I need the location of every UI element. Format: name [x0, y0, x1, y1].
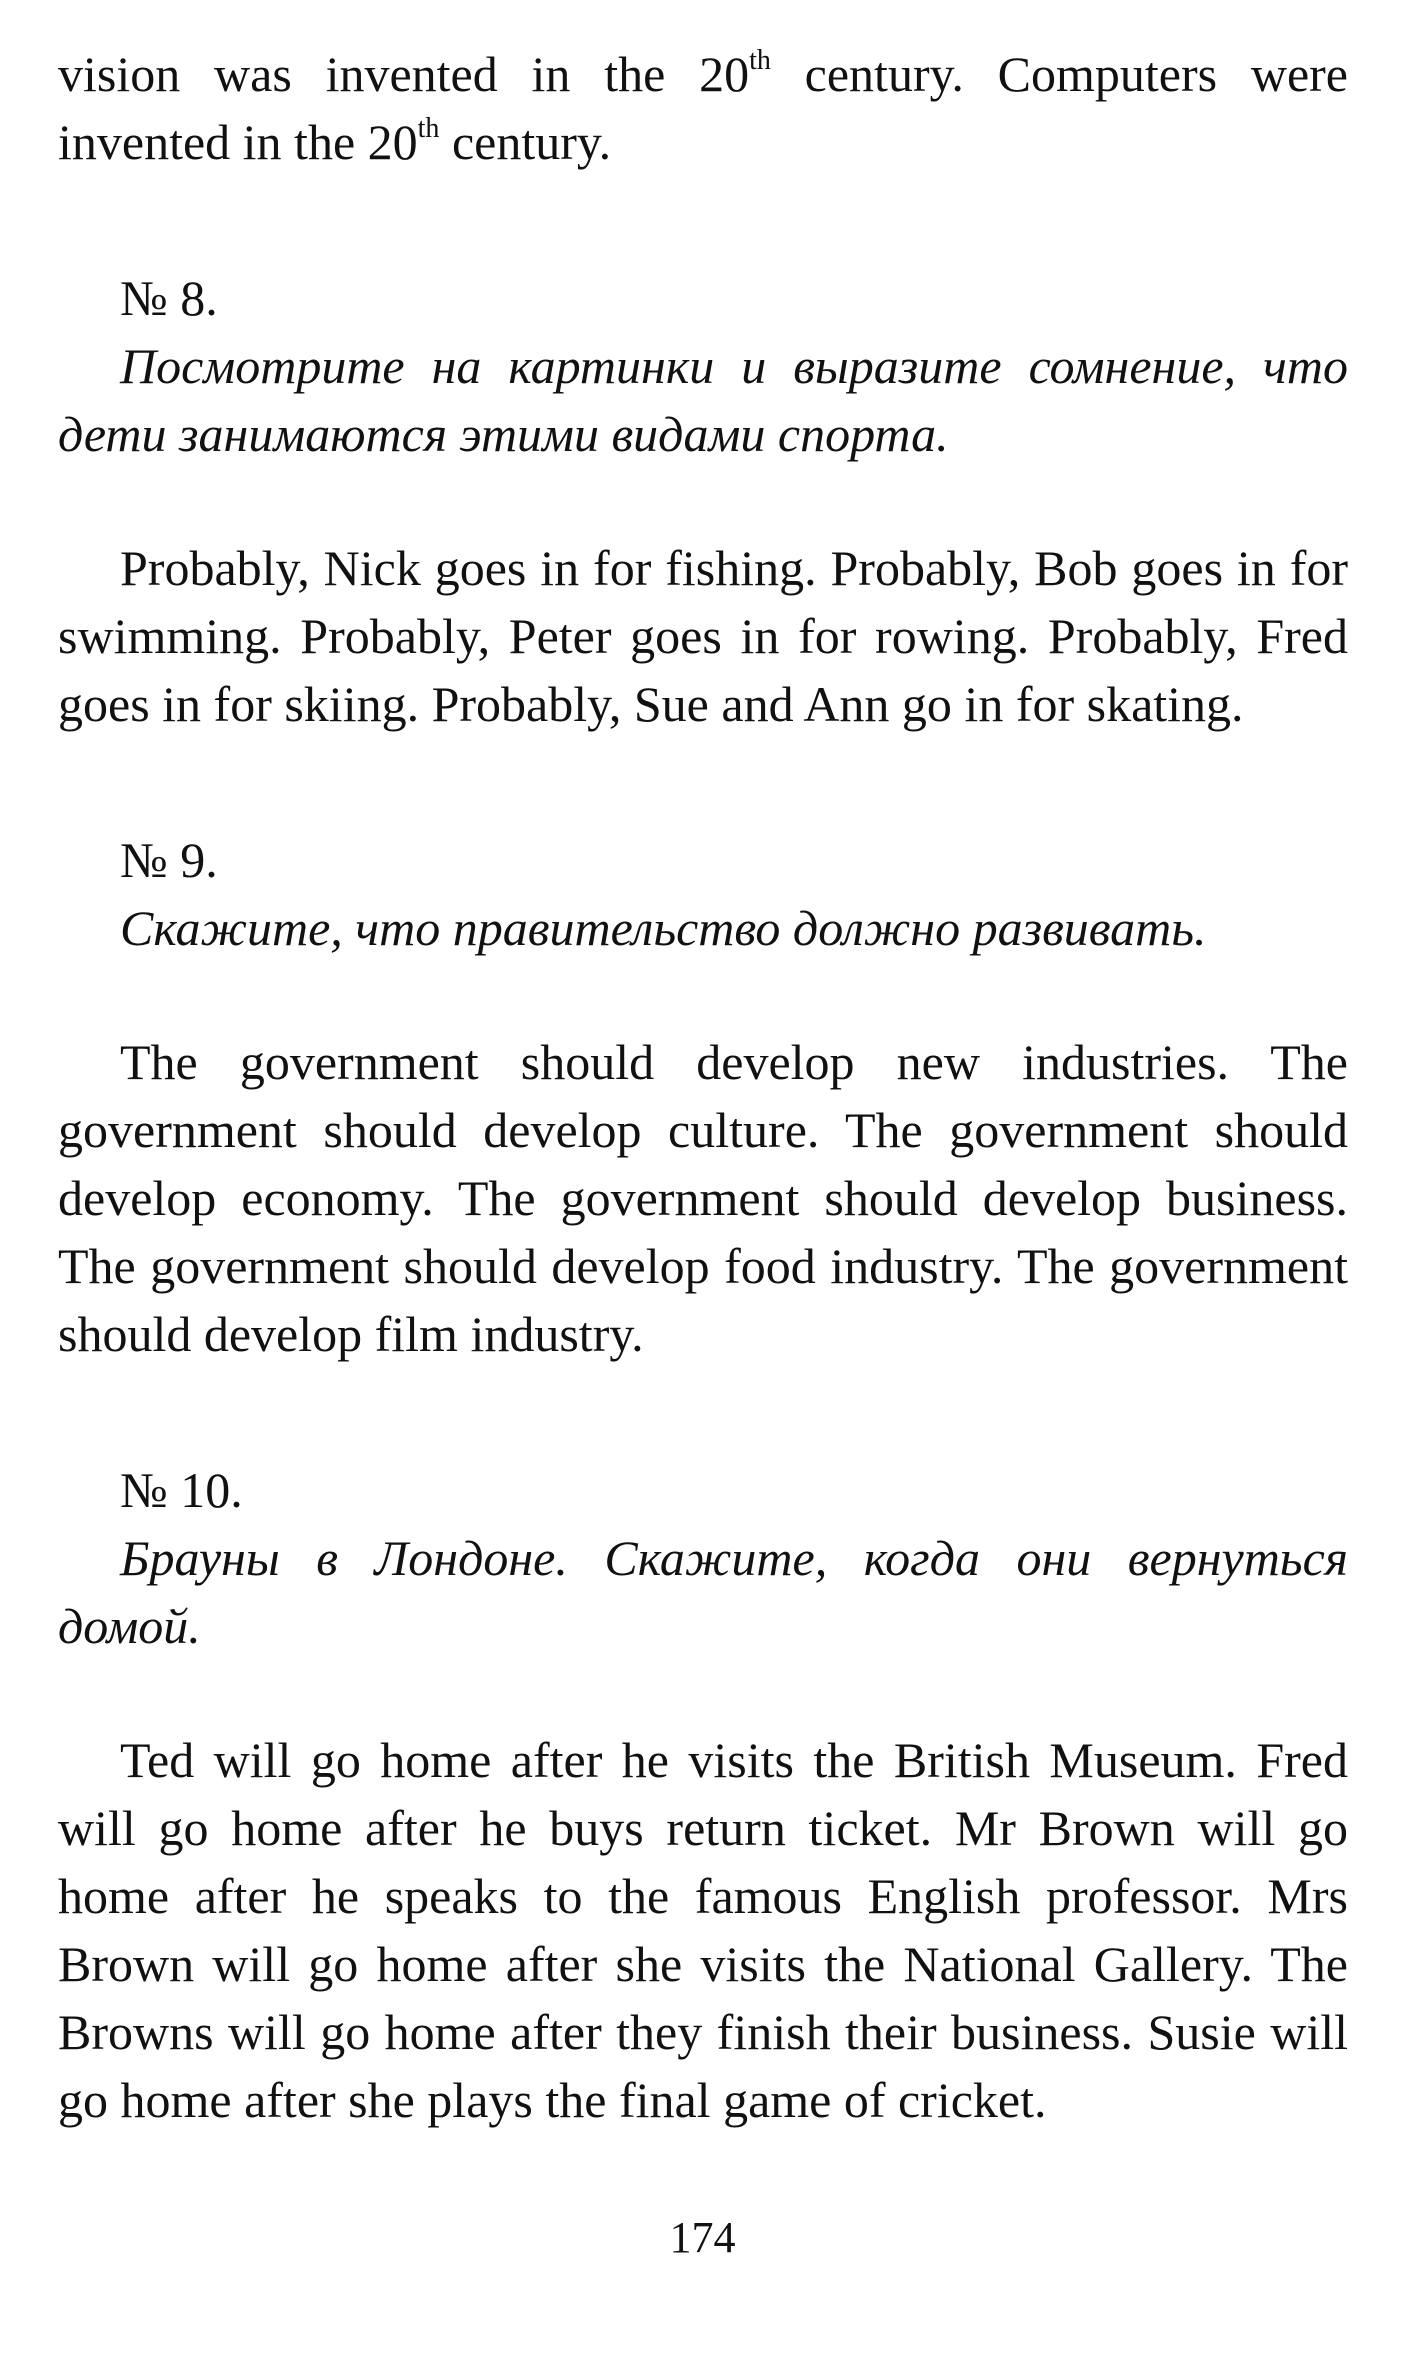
- exercise-10-task: Брауны в Лондоне. Скажите, когда они вернуться домой.: [58, 1530, 1348, 1654]
- exercise-8-task: Посмотрите на картинки и выразите сомнение, что дети занимаются этими видами спорта.: [58, 338, 1348, 462]
- exercise-10-number: № 10.: [120, 1462, 243, 1518]
- exercise-9-task: Скажите, что правительство должно развивать.: [120, 900, 1207, 956]
- page-number: 174: [669, 2213, 736, 2262]
- exercise-8-answer: Probably, Nick goes in for fishing. Probably, Bob goes in for swimming. Probably, Peter goes in for rowing. Probably, Fred goes in for skiing. Probably, Sue and Ann go in for skating.: [58, 540, 1348, 732]
- intro-text-3: century.: [439, 114, 612, 170]
- intro-superscript-2: th: [417, 113, 440, 144]
- intro-paragraph: [58, 40, 1348, 176]
- intro-superscript-1: th: [749, 45, 771, 76]
- exercise-8-number: № 8.: [120, 270, 218, 326]
- exercise-10-answer: Ted will go home after he visits the British Museum. Fred will go home after he buys return ticket. Mr Brown will go home after he speaks to the famous English professor. Mrs Brown will go home after she visits the National Gallery. The Browns will go home after they finish their business. Susie will go home after she plays the final game of cricket.: [58, 1732, 1348, 2128]
- intro-text-2: century. Computers were invented in the 20: [58, 46, 1348, 170]
- exercise-9-number: № 9.: [120, 832, 218, 888]
- exercise-9-answer: The government should develop new industries. The government should develop culture. The government should develop economy. The government should develop business. The government should develop food industry. The government should develop film industry.: [58, 1034, 1348, 1362]
- intro-text-1: vision was invented in the 20: [58, 46, 750, 102]
- page-content: [58, 40, 1348, 2134]
